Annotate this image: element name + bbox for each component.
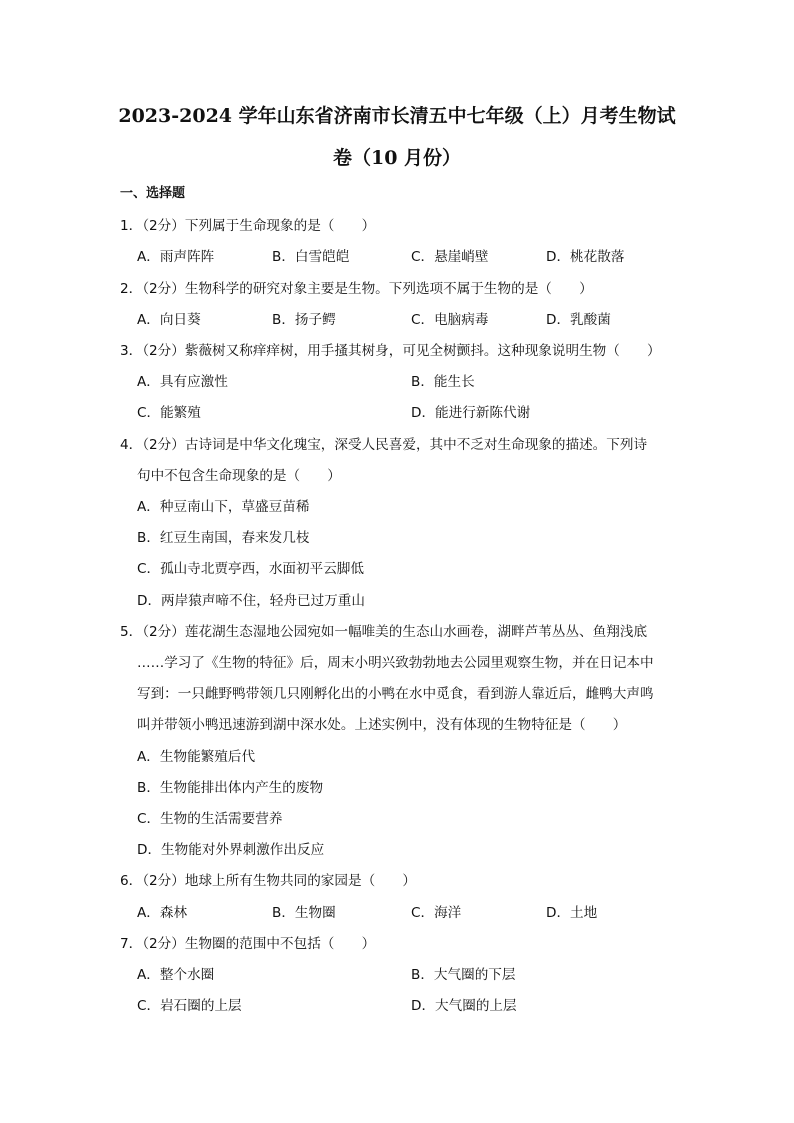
question-1-stem: 1．（2分）下列属于生命现象的是（ ） — [120, 218, 376, 234]
question-5-stem-line-1: 5．（2分）莲花湖生态湿地公园宛如一幅唯美的生态山水画卷，湖畔芦苇丛丛、鱼翔浅底 — [120, 624, 648, 640]
question-2-option-d: D．乳酸菌 — [546, 312, 611, 328]
question-3-stem: 3．（2分）紫薇树又称痒痒树，用手搔其树身，可见全树颤抖。这种现象说明生物（ ） — [120, 343, 661, 359]
question-5-stem-line-4: 叫并带领小鸭迅速游到湖中深水处。上述实例中，没有体现的生物特征是（ ） — [137, 717, 627, 733]
question-4-option-d: D．两岸猿声啼不住，轻舟已过万重山 — [137, 593, 365, 609]
question-7-option-a: A．整个水圈 — [137, 967, 215, 983]
question-5-stem-line-3: 写到：一只雌野鸭带领几只刚孵化出的小鸭在水中觅食，看到游人靠近后，雌鸭大声鸣 — [137, 686, 654, 702]
question-7-stem: 7．（2分）生物圈的范围中不包括（ ） — [120, 936, 376, 952]
question-1-option-d: D．桃花散落 — [546, 249, 625, 265]
title-line-1: 2023-2024 学年山东省济南市长清五中七年级（上）月考生物试 — [118, 105, 676, 127]
section-heading: 一、选择题 — [120, 186, 186, 201]
question-5-option-b: B．生物能排出体内产生的废物 — [137, 780, 324, 796]
question-3-option-d: D．能进行新陈代谢 — [411, 405, 531, 421]
question-6-stem: 6．（2分）地球上所有生物共同的家园是（ ） — [120, 873, 416, 889]
question-4-option-a: A．种豆南山下，草盛豆苗稀 — [137, 499, 310, 515]
question-3-option-a: A．具有应激性 — [137, 374, 228, 390]
question-7-option-d: D．大气圈的上层 — [411, 998, 517, 1014]
question-5-option-a: A．生物能繁殖后代 — [137, 749, 256, 765]
question-4-stem-line-2: 句中不包含生命现象的是（ ） — [137, 468, 341, 484]
question-2-stem: 2．（2分）生物科学的研究对象主要是生物。下列选项不属于生物的是（ ） — [120, 281, 593, 297]
question-1-option-b: B．白雪皑皑 — [272, 249, 350, 265]
question-5-option-d: D．生物能对外界刺激作出反应 — [137, 842, 325, 858]
question-7-option-b: B．大气圈的下层 — [411, 967, 516, 983]
question-4-option-b: B．红豆生南国，春来发几枝 — [137, 530, 310, 546]
question-6-option-b: B．生物圈 — [272, 905, 336, 921]
question-7-option-c: C．岩石圈的上层 — [137, 998, 242, 1014]
title-line-2: 卷（10 月份） — [332, 147, 462, 169]
question-6-option-c: C．海洋 — [411, 905, 462, 921]
question-4-option-c: C．孤山寺北贾亭西，水面初平云脚低 — [137, 561, 364, 577]
question-1-option-c: C．悬崖峭壁 — [411, 249, 489, 265]
question-6-option-d: D．土地 — [546, 905, 598, 921]
question-2-option-c: C．电脑病毒 — [411, 312, 489, 328]
question-3-option-c: C．能繁殖 — [137, 405, 201, 421]
question-6-option-a: A．森林 — [137, 905, 188, 921]
question-3-option-b: B．能生长 — [411, 374, 475, 390]
question-1-option-a: A．雨声阵阵 — [137, 249, 215, 265]
question-4-stem-line-1: 4．（2分）古诗词是中华文化瑰宝，深受人民喜爱，其中不乏对生命现象的描述。下列诗 — [120, 437, 648, 453]
question-2-option-b: B．扬子鳄 — [272, 312, 336, 328]
question-5-option-c: C．生物的生活需要营养 — [137, 811, 283, 827]
question-5-stem-line-2: ……学习了《生物的特征》后，周末小明兴致勃勃地去公园里观察生物，并在日记本中 — [137, 655, 654, 671]
question-2-option-a: A．向日葵 — [137, 312, 201, 328]
